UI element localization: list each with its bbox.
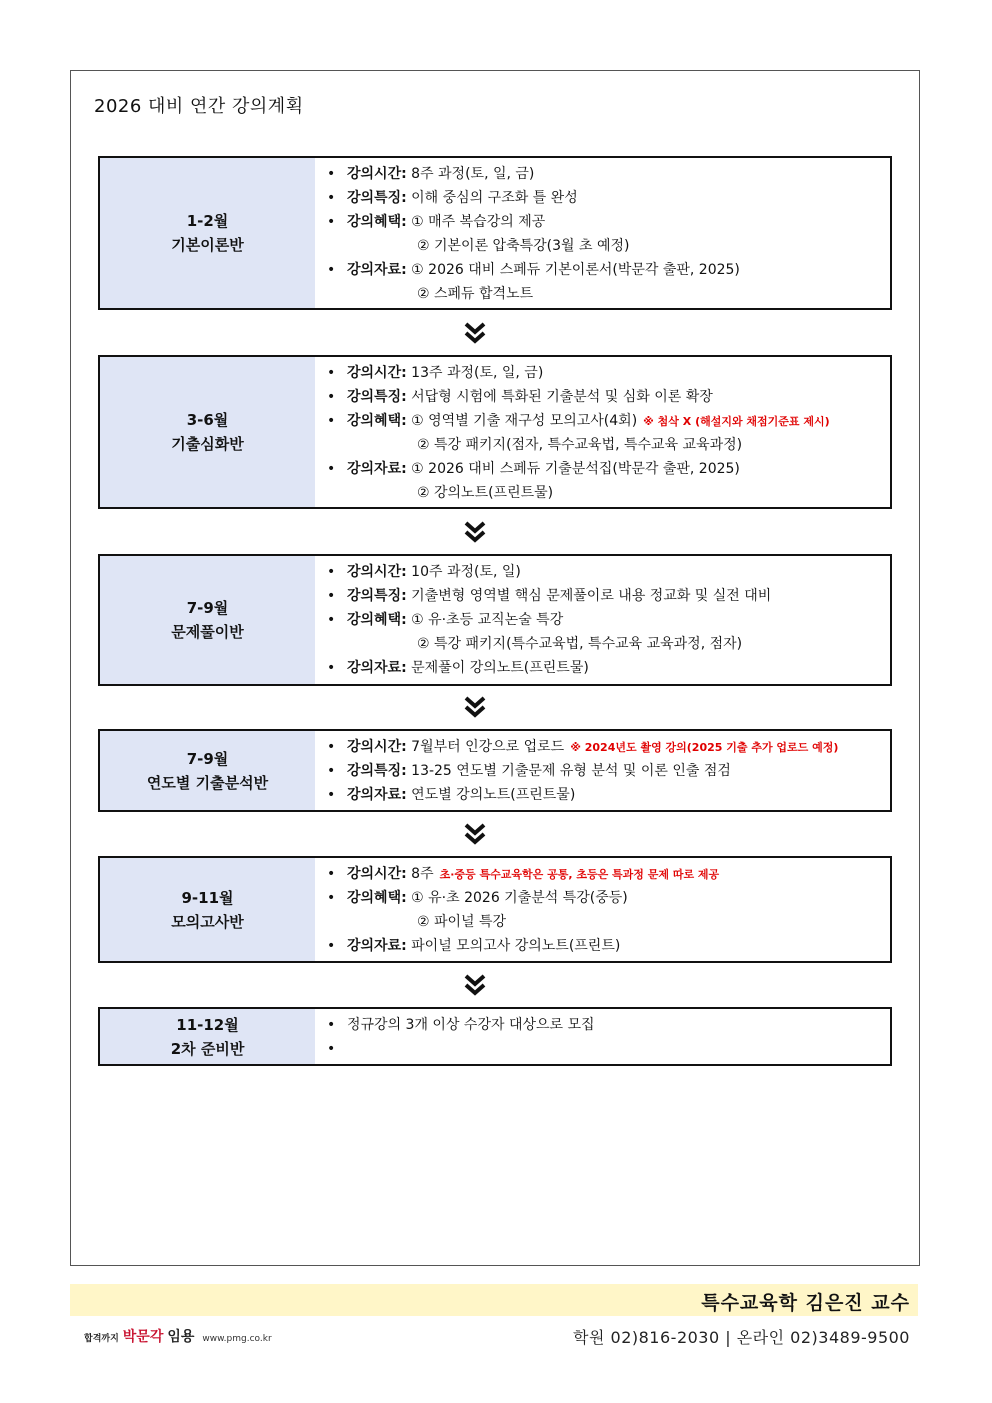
- bullet-icon: •: [327, 763, 336, 779]
- chevron-double-down-icon: [462, 520, 488, 544]
- detail-key: 강의자료:: [347, 787, 407, 803]
- logo-brand-suffix: 임용: [167, 1329, 195, 1345]
- course-name: 모의고사반: [171, 912, 244, 931]
- detail-key: 강의시간:: [347, 365, 407, 381]
- detail-key: 강의자료:: [347, 660, 407, 676]
- course-block: [98, 355, 892, 509]
- detail-text: 파이널 모의고사 강의노트(프린트): [411, 938, 621, 954]
- bullet-icon: •: [327, 1017, 336, 1033]
- detail-line: [325, 783, 890, 807]
- course-label: [100, 556, 315, 684]
- logo-brand: 박문각: [122, 1329, 164, 1345]
- instructor-name: 특수교육학 김은진 교수: [701, 1292, 910, 1314]
- bullet-icon: •: [327, 413, 336, 429]
- detail-line: [325, 759, 890, 783]
- course-block: [98, 1007, 892, 1066]
- course-details: [315, 731, 890, 810]
- course-name: 기출심화반: [171, 435, 244, 453]
- course-name: 2차 준비반: [170, 1039, 245, 1058]
- detail-text: ① 매주 복습강의 제공: [411, 214, 546, 230]
- bullet-icon: •: [327, 866, 336, 882]
- detail-line: [325, 385, 890, 409]
- bullet-icon: •: [327, 612, 336, 628]
- logo-url: www.pmg.co.kr: [202, 1334, 272, 1344]
- detail-line: [325, 886, 890, 910]
- detail-line: [325, 608, 890, 632]
- detail-text: ② 기본이론 압축특강(3월 초 예정): [417, 238, 630, 254]
- course-period: 7-9월: [186, 749, 229, 768]
- chevron-double-down-icon: [462, 822, 488, 846]
- detail-line: [325, 1013, 890, 1037]
- detail-line: [325, 632, 890, 656]
- bullet-icon: •: [327, 739, 336, 755]
- chevron-double-down-icon: [462, 695, 488, 719]
- detail-key: 강의시간:: [347, 564, 407, 580]
- course-name: 기본이론반: [171, 236, 244, 254]
- bullet-icon: •: [327, 1041, 336, 1057]
- bullet-icon: •: [327, 787, 336, 803]
- course-label: [100, 357, 315, 507]
- detail-key: 강의자료:: [347, 938, 407, 954]
- course-period: 9-11월: [181, 888, 234, 907]
- detail-line: [325, 433, 890, 457]
- detail-text: 정규강의 3개 이상 수강자 대상으로 모집: [347, 1017, 595, 1033]
- detail-line: [325, 560, 890, 584]
- detail-line: [325, 735, 890, 759]
- bullet-icon: •: [327, 365, 336, 381]
- detail-line: [325, 656, 890, 680]
- contact-info: 학원 02)816-2030 | 온라인 02)3489-9500: [573, 1328, 910, 1347]
- detail-line: [325, 234, 890, 258]
- document-title: 2026 대비 연간 강의계획: [94, 96, 304, 117]
- bullet-icon: •: [327, 461, 336, 477]
- detail-line: [325, 162, 890, 186]
- detail-key: 강의혜택:: [347, 612, 407, 628]
- course-label: [100, 731, 315, 810]
- detail-text: 10주 과정(토, 일): [411, 564, 521, 580]
- bullet-icon: •: [327, 190, 336, 206]
- detail-line: [325, 258, 890, 282]
- detail-line: [325, 457, 890, 481]
- detail-text: 연도별 강의노트(프린트물): [411, 787, 576, 803]
- detail-text: ① 유·초 2026 기출분석 특강(중등): [411, 890, 628, 906]
- detail-line: [325, 210, 890, 234]
- detail-text: 이해 중심의 구조화 틀 완성: [411, 190, 578, 206]
- detail-key: 강의시간:: [347, 739, 407, 755]
- detail-note: 초·중등 특수교육학은 공통, 초등은 특과정 문제 따로 제공: [439, 868, 720, 881]
- detail-line: [325, 862, 890, 886]
- detail-text: ① 영역별 기출 재구성 모의고사(4회): [411, 413, 638, 429]
- bullet-icon: •: [327, 166, 336, 182]
- detail-key: 강의특징:: [347, 190, 407, 206]
- detail-text: ① 2026 대비 스페듀 기출분석집(박문각 출판, 2025): [411, 461, 740, 477]
- detail-text: ② 파이널 특강: [417, 914, 507, 930]
- detail-key: 강의자료:: [347, 461, 407, 477]
- detail-text: ② 강의노트(프린트물): [417, 485, 554, 501]
- detail-note: ※ 2024년도 촬영 강의(2025 기출 추가 업로드 예정): [570, 741, 839, 754]
- detail-key: 강의시간:: [347, 166, 407, 182]
- detail-text: 7월부터 인강으로 업로드: [411, 739, 565, 755]
- detail-text: 8주: [411, 866, 434, 882]
- detail-text: 문제풀이 강의노트(프린트물): [411, 660, 589, 676]
- detail-text: ② 특강 패키지(점자, 특수교육법, 특수교육 교육과정): [417, 437, 743, 453]
- detail-line: [325, 409, 890, 433]
- course-label: [100, 858, 315, 961]
- chevron-double-down-icon: [462, 973, 488, 997]
- course-name: 연도별 기출분석반: [146, 773, 269, 792]
- course-label: [100, 158, 315, 308]
- detail-text: 13주 과정(토, 일, 금): [411, 365, 544, 381]
- detail-line: [325, 1037, 890, 1061]
- detail-line: [325, 186, 890, 210]
- detail-text: 기출변형 영역별 핵심 문제풀이로 내용 정교화 및 실전 대비: [411, 588, 772, 604]
- course-period: 3-6월: [186, 411, 229, 429]
- course-block: [98, 856, 892, 963]
- detail-line: [325, 282, 890, 306]
- logo-prefix: 합격까지: [84, 1334, 119, 1344]
- course-block: [98, 554, 892, 686]
- detail-line: [325, 361, 890, 385]
- detail-line: [325, 481, 890, 505]
- course-period: 1-2월: [186, 212, 229, 230]
- course-details: [315, 158, 890, 308]
- publisher-logo: [84, 1326, 272, 1346]
- detail-key: 강의특징:: [347, 588, 407, 604]
- detail-text: 서답형 시험에 특화된 기출분석 및 심화 이론 확장: [411, 389, 713, 405]
- detail-key: 강의특징:: [347, 763, 407, 779]
- detail-text: ① 유·초등 교직논술 특강: [411, 612, 564, 628]
- detail-key: 강의자료:: [347, 262, 407, 278]
- bullet-icon: •: [327, 564, 336, 580]
- course-label: [100, 1009, 315, 1064]
- course-details: [315, 858, 890, 961]
- bullet-icon: •: [327, 262, 336, 278]
- bullet-icon: •: [327, 660, 336, 676]
- detail-key: 강의혜택:: [347, 413, 407, 429]
- detail-text: ① 2026 대비 스페듀 기본이론서(박문각 출판, 2025): [411, 262, 740, 278]
- course-details: [315, 556, 890, 684]
- course-period: 7-9월: [186, 599, 229, 617]
- bullet-icon: •: [327, 890, 336, 906]
- course-details: [315, 357, 890, 507]
- bullet-icon: •: [327, 214, 336, 230]
- detail-key: 강의특징:: [347, 389, 407, 405]
- course-block: [98, 156, 892, 310]
- chevron-double-down-icon: [462, 321, 488, 345]
- detail-text: 13-25 연도별 기출문제 유형 분석 및 이론 인출 점검: [411, 763, 731, 779]
- detail-key: 강의시간:: [347, 866, 407, 882]
- detail-text: ② 특강 패키지(특수교육법, 특수교육 교육과정, 점자): [417, 636, 743, 652]
- bullet-icon: •: [327, 938, 336, 954]
- bullet-icon: •: [327, 588, 336, 604]
- course-name: 문제풀이반: [171, 623, 244, 641]
- course-details: [315, 1009, 890, 1064]
- course-block: [98, 729, 892, 812]
- detail-line: [325, 934, 890, 958]
- detail-line: [325, 584, 890, 608]
- detail-key: 강의혜택:: [347, 890, 407, 906]
- detail-note: ※ 첨삭 X (해설지와 채점기준표 제시): [643, 415, 830, 428]
- detail-key: 강의혜택:: [347, 214, 407, 230]
- detail-line: [325, 910, 890, 934]
- detail-text: ② 스페듀 합격노트: [417, 286, 534, 302]
- bullet-icon: •: [327, 389, 336, 405]
- course-period: 11-12월: [176, 1015, 239, 1034]
- detail-text: 8주 과정(토, 일, 금): [411, 166, 535, 182]
